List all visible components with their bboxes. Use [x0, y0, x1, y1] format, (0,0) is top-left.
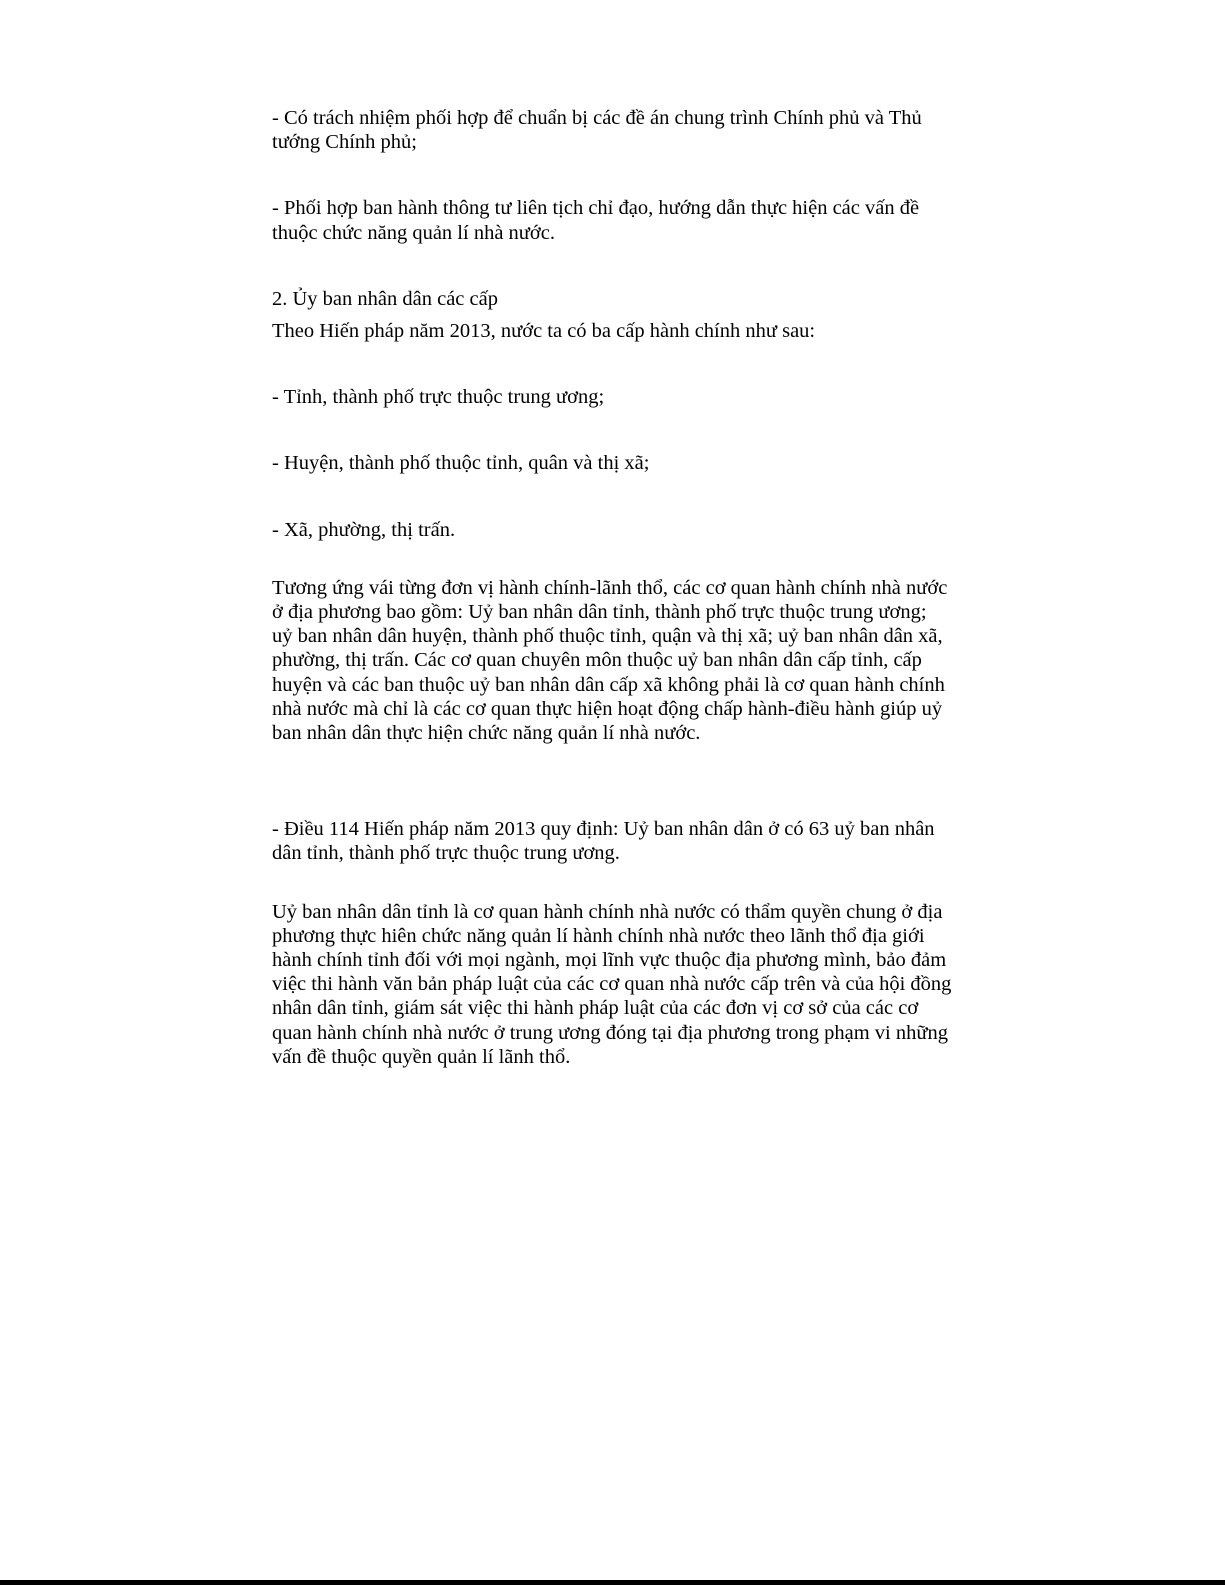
- section-heading-people-committees: 2. Ủy ban nhân dân các cấp: [272, 287, 498, 310]
- paragraph-article-114: - Điều 114 Hiến pháp năm 2013 quy định: Uỷ ban nhân dân ở có 63 uỷ ban nhân dân tỉnh, thành phố trực thuộc trung ương.: [272, 818, 935, 865]
- paragraph-provincial-committee: Uỷ ban nhân dân tỉnh là cơ quan hành chính nhà nước có thẩm quyền chung ở địa phương thực hiên chức năng quản lí hành chính nhà nước theo lãnh thổ địa giới hành chính tỉnh đối với mọi ngành, mọi lĩnh vực thuộc địa phương mình, bảo đảm việc thi hành văn bản pháp luật của các cơ quan nhà nước cấp trên và của hội đồng nhân dân tỉnh, giám sát việc thi hành pháp luật của các đơn vị cơ sở của các cơ quan hành chính nhà nước ở trung ương đóng tại địa phương trong phạm vi những vấn đề thuộc quyền quản lí lãnh thổ.: [272, 900, 952, 1068]
- page-bottom-border: [0, 1580, 1225, 1585]
- paragraph-coordinate-proposals: - Có trách nhiệm phối hợp để chuẩn bị các đề án chung trình Chính phủ và Thủ tướng Chính phủ;: [272, 107, 922, 154]
- paragraph-three-admin-levels: Theo Hiến pháp năm 2013, nước ta có ba cấp hành chính như sau:: [272, 320, 816, 343]
- list-item-province-level: - Tỉnh, thành phố trực thuộc trung ương;: [272, 386, 605, 409]
- list-item-commune-level: - Xã, phường, thị trấn.: [272, 518, 456, 541]
- paragraph-joint-circulars: - Phối hợp ban hành thông tư liên tịch chỉ đạo, hướng dẫn thực hiện các vấn đề thuộc chức năng quản lí nhà nước.: [272, 197, 920, 244]
- list-item-district-level: - Huyện, thành phố thuộc tỉnh, quân và thị xã;: [272, 452, 650, 475]
- document-body: [272, 106, 952, 1069]
- paragraph-local-agencies: Tương ứng vái từng đơn vị hành chính-lãnh thổ, các cơ quan hành chính nhà nước ở địa phương bao gồm: Uỷ ban nhân dân tỉnh, thành phố trực thuộc trung ương; uỷ ban nhân dân huyện, thành phố thuộc tỉnh, quận và thị xã; uỷ ban nhân dân xã, phường, thị trấn. Các cơ quan chuyên môn thuộc uỷ ban nhân dân cấp tỉnh, cấp huyện và các ban thuộc uỷ ban nhân dân cấp xã không phải là cơ quan hành chính nhà nước mà chỉ là các cơ quan thực hiện hoạt động chấp hành-điều hành giúp uỷ ban nhân dân thực hiện chức năng quản lí nhà nước.: [272, 576, 948, 745]
